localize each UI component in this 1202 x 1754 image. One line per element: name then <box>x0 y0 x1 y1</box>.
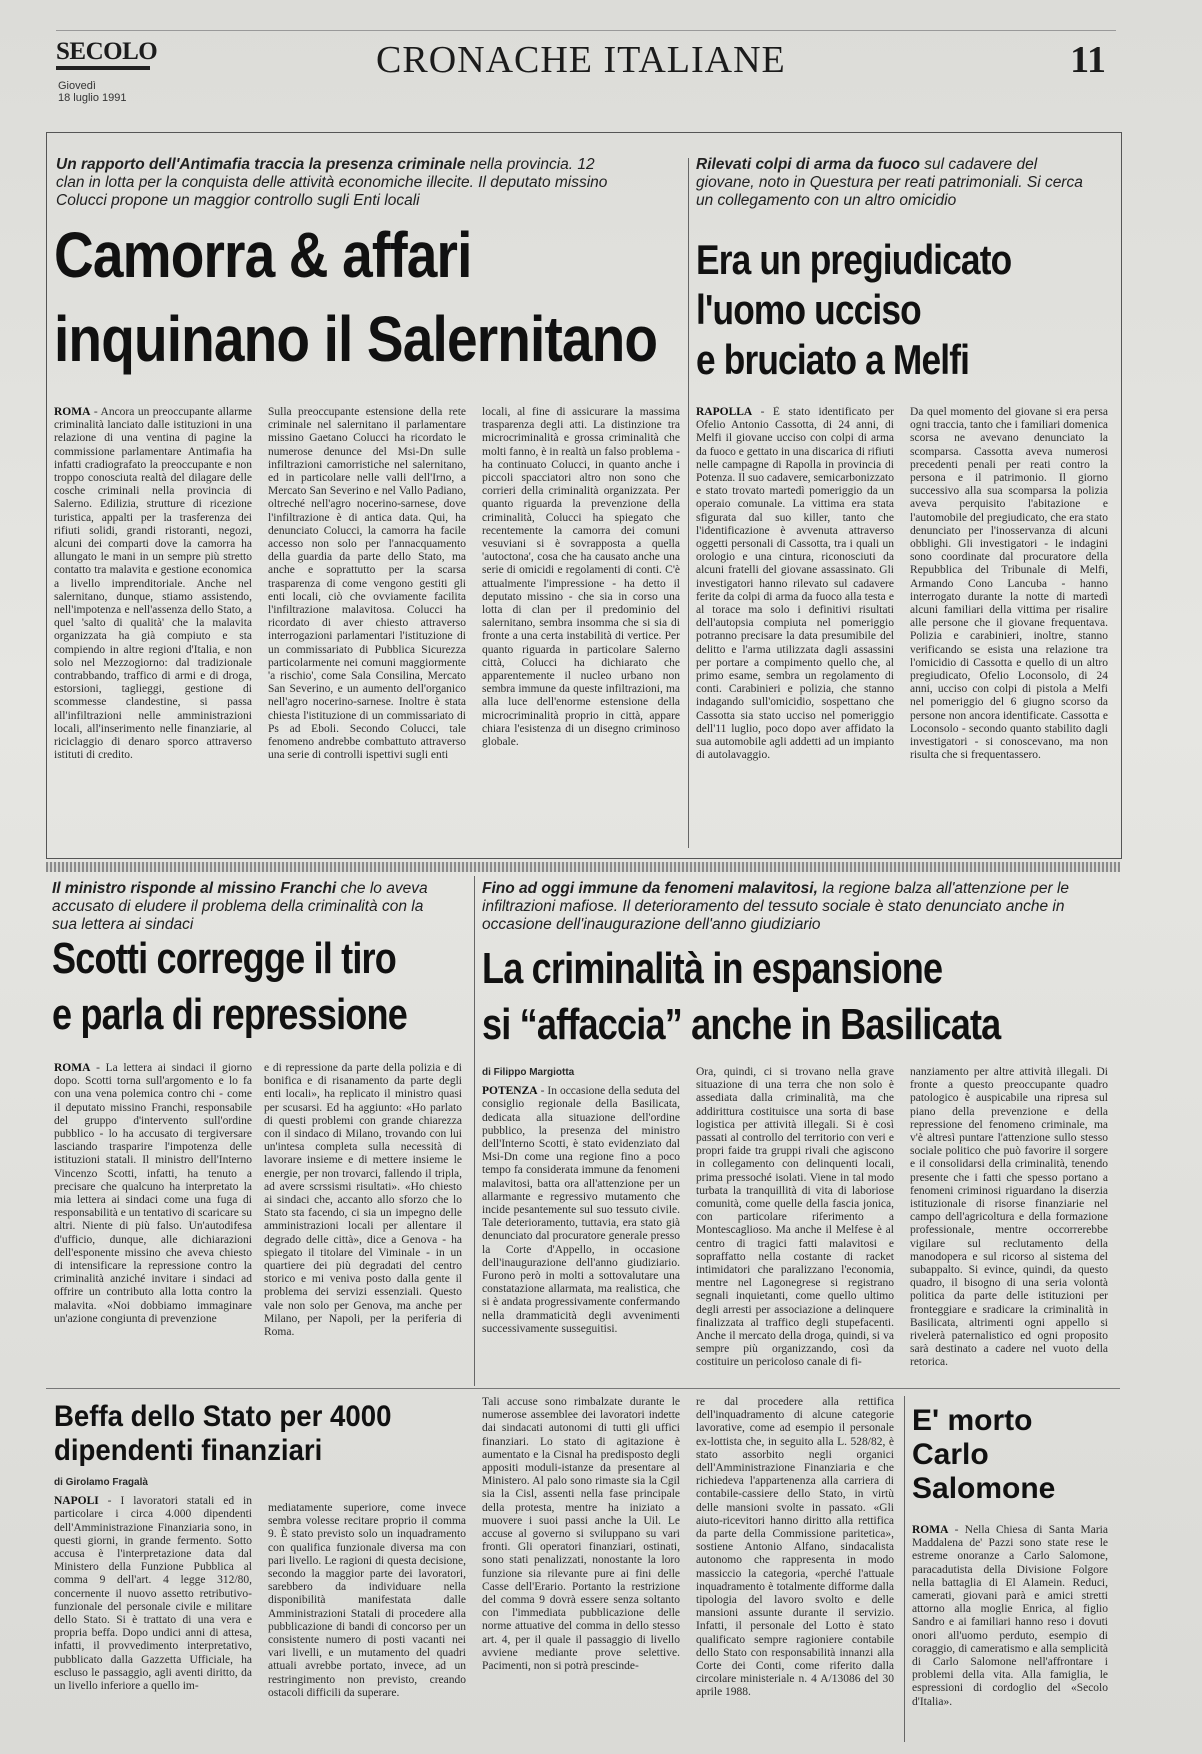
article-headline-line-1: Scotti corregge il tiro <box>52 934 397 983</box>
article-headline-line-2: Carlo <box>912 1438 989 1471</box>
dateline: ROMA <box>54 1062 91 1074</box>
body-column: Ora, quindi, ci si trovano nella grave situazione di una terra che non solo è assediata dalla criminalità, ma che addirittura costituisce una sorta di base logistica per attività illegali. Si è così passati al controllo del territorio con veri e propri faide tra gruppi rivali che agiscono in collegamento con delinquenti locali, prima pressoché isolati. Viene in tal modo turbata la tranquillità di vita di laboriose comunità, come quelle della fascia jonica, con particolare riferimento a Montescaglioso. Ma anche il Melfese è al centro di tragici fatti malavitosi e sopraffatto nella costante di racket intimidatori che paralizzano l'economia, mentre nel Lagonegrese si registrano segnali inquietanti, come quello ultimo degli arresti per associazione a delinquere finalizzata al traffico degli stupefacenti. Anche il mercato della droga, quindi, si va sempre più organizzando, così da costituire un pericoloso canale di fi- <box>696 1066 894 1369</box>
dateline: POTENZA <box>482 1085 538 1098</box>
body-column <box>54 1062 252 1380</box>
body-text: - È stato identificato per Ofelio Antonio Cassotta, di 24 anni, di Melfi il giovane ucciso con colpi di arma da fuoco e gettato in una discarica di rifiuti nelle campagne di Rapolla in provincia di Potenza. Il suo cadavere, semicarbonizzato e stato trovato martedì pomeriggio da un operaio comunale. La vittima era stata sfigurata dal suo killer, tanto che l'identificazione è avvenuta attraverso oggetti personali di Cassotta, tra i quali un orologio e una cintura, riconosciuti da alcuni fratelli del giovane assassinato. Gli investigatori hanno rilevato sul cadavere ferite da colpi di arma da fuoco alla testa e al torace ma solo i definitivi risultati dell'autopsia compiuta nel pomeriggio potranno precisare la data presumibile del delitto e l'arma utilizzata dagli assassini per portare a compimento quello che, al primo esame, sembra un regolamento di conti. Carabinieri e polizia, che stanno indagando sull'omicidio, sospettano che Cassotta sia stato ucciso nel pomeriggio dell'11 luglio, poco dopo aver affidato la sua automobile agli addetti ad un impianto di autolavaggio. <box>696 406 894 762</box>
body-column <box>54 406 252 846</box>
article-body <box>54 1396 894 1744</box>
article-headline-line-2: inquinano il Salernitano <box>54 303 658 375</box>
kicker-text: sul cadavere del giovane, noto in Questura per reati patrimoniali. Si cerca un collegamento con un altro omicidio <box>696 156 1083 209</box>
article-headline-line-1: Camorra & affari <box>54 219 472 291</box>
top-rule <box>56 30 1116 31</box>
kicker-text: la regione balza all'attenzione per le infiltrazioni mafiose. Il deterioramento del tessuto sociale è stato denunciato anche in occasione dell'inaugurazione dell'anno giudiziario <box>482 880 1070 933</box>
body-column: e di repressione da parte della polizia e di bonifica e di risanamento da parte degli enti locali», ha replicato il ministro quasi per scusarsi. Ed ha aggiunto: «Ho parlato di questi problemi con grande chiarezza con il sindaco di Milano, trovando con lui un'intesa completa sulla necessità di lavorare insieme e di mettere insieme le energie, per non trovarci, fallendo il tripla, ad avere scrssismi risultati». «Ho chiesto ai sindaci che, accanto allo sforzo che lo Stato sta facendo, ci sia un impegno delle amministrazioni locali per allentare il degrado delle città», dice a Genova - ha spiegato il titolare del Viminale - in un quartiere dei più degradati del centro storico e mi veniva posto dalla gente il problema dei servizi essenziali. Questo vale non solo per Genova, ma anche per Milano, per Napoli, per la periferia di Roma. <box>264 1062 462 1339</box>
kicker-bold: Fino ad oggi immune da fenomeni malavitosi, <box>482 880 818 897</box>
article-headline-line-2: e parla di repressione <box>52 990 407 1039</box>
section-title: CRONACHE ITALIANE <box>376 39 786 81</box>
section-divider-band <box>46 862 1120 872</box>
kicker-text: nella provincia. 12 clan in lotta per la conquista delle attività economiche illecite. Il deputato missino Colucci propone un maggior controllo sugli Enti locali <box>56 156 608 209</box>
dateline: ROMA <box>54 406 91 418</box>
article-body <box>696 406 1108 846</box>
body-column: mediatamente superiore, come invece sembra volesse recitare proprio il comma 9. È stato previsto solo un inquadramento con qualifica funzionale diversa ma con pari livello. Le ragioni di questa decisione, secondo la maggior parte dei lavoratori, sarebbero da individuare nella disponibilità manifestata dalle Amministrazioni Statali di procedere alla pubblicazione di bandi di concorso per un consistente numero di posti vacanti nei vari livelli, e un mutamento del quadri attuali avrebbe portato, invece, ad un restringimento non previsto, creando ostacoli difficili da superare. <box>268 1502 466 1699</box>
kicker-bold: Il ministro risponde al missino Franchi <box>52 880 337 897</box>
body-column: Sulla preoccupante estensione della rete criminale nel salernitano il parlamentare missino Gaetano Colucci ha ricordato le numerose denunce del Msi-Dn sulle infiltrazioni camorristiche nel salernitano, ed in particolare nelle valli dell'Irno, a Mercato San Severino e nel Vallo Padiano, oltreché nell'agro nocerino-sarnese, dove l'infiltrazione è di antica data. Qui, ha denunciato Colucci, la camorra ha facile accesso non solo per l'annacquamento della guardia da parte dello Stato, ma anche e soprattutto per la scarsa trasparenza di come vengono gestiti gli enti locali, ciò che ovviamente facilita l'infiltrazione malavitosa. Colucci ha ricordato di aver chiesto attraverso interrogazioni parlamentari l'istituzione di un commissariato di Pubblica Sicurezza particolarmente nei comuni maggiormente 'a rischio', come Sala Consilina, Mercato San Severino, e un aumento dell'organico nell'agro nocerino-sarnese. Inoltre è stata chiesta l'istituzione di un commissariato di Ps ad Eboli. Secondo Colucci, tale fenomeno andrebbe combattuto attraverso una serie di controlli ispettivi sugli enti <box>268 406 466 762</box>
body-column: Tali accuse sono rimbalzate durante le numerose assemblee dei lavoratori indette dai sindacati autonomi di tutti gli uffici finanziari. Lo stato di agitazione è aumentato e la Cisnal ha predisposto degli appositi moduli-istanze da presentare al Ministero. Al palo sono rimaste sia la Cgil sia la Cisl, assenti nella fase principale della protesta, mentre ha iniziato a muovere i suoi passi anche la Uil. Le accuse al governo si sviluppano su vari fronti. Gli operatori finanziari, ostinati, sono stati penalizzati, nonostante la loro funzione sia rilevante pure ai fini delle Casse dell'Erario. Portanto la restrizione del comma 9 dovrà essere senza soltanto con l'immediata pubblicazione delle norme attuative del comma in dello stesso art. 4, per il quale il passaggio di livello avviene mediante prove selettive. Pacimenti, non si potrà prescinde- <box>482 1396 680 1673</box>
byline: di Girolamo Fragalà <box>54 1477 148 1488</box>
issue-day: Giovedì <box>58 80 96 92</box>
body-column <box>482 1066 680 1380</box>
body-column <box>912 1524 1108 1744</box>
body-column <box>696 406 894 846</box>
kicker-bold: Un rapporto dell'Antimafia traccia la presenza criminale <box>56 156 466 173</box>
body-text: - Ancora un preoccupante allarme criminalità lanciato dalle istituzioni in una relazione di una ventina di pagine la commissione parlamentare Antimafia ha infatti cradiografato la preoccupante e non troppo conosciuta realtà del dilagare delle cosche criminali nella provincia di Salerno. Edilizia, strutture di ricezione turistica, appalti per la trasferenza dei rifiuti solidi, grandi ristoranti, negozi, alcuni dei comparti dove la camorra ha allungato le mani in un sempre più stretto contatto tra malavita e gestione economica a livello imprenditoriale. Anche nel salernitano, dunque, stiamo assistendo, nell'impotenza e nell'assenza dello Stato, a quel 'salto di qualità' che la malavita organizzata ha già compiuto e sta compiendo in altre regioni d'Italia, e non solo nel Mezzogiorno: dal tradizionale contrabbando, traffico di armi e di droga, estorsioni, taglieggi, gestione di scommesse clandestine, si passa all'infiltrazioni nelle amministrazioni locali, all'inserimento nelle finanziarie, al riciclaggio di denaro sporco attraverso istituti di credito. <box>54 406 252 762</box>
column-divider <box>688 158 689 848</box>
body-column: Da quel momento del giovane si era persa ogni traccia, tanto che i familiari domenica scorsa ne avevano denunciato la scomparsa. Cassotta aveva numerosi precedenti penali per reati contro la persona e il patrimonio. Il giorno successivo alla sua scomparsa la polizia aveva perquisito l'abitazione e l'automobile del pregiudicato, che era stato denunciato per l'inosservanza di alcuni obblighi. Gli investigatori - le indagini sono coordinate dal procuratore della Repubblica del Tribunale di Melfi, Armando Cono Lancuba - hanno interrogato durante la notte di martedì alcuni familiari della vittima per risalire alle persone che il giovane frequentava. Polizia e carabinieri, inoltre, stanno verificando se esista una relazione tra l'omicidio di Cassotta e quello di un altro pregiudicato, Ofelio Loconsolo, di 24 anni, ucciso con colpi di pistola a Melfi nel pomeriggio del 6 giugno scorso da persone non ancora identificate. Cassotta e Loconsolo - secondo quanto stabilito dagli investigatori - si conoscevano, ma non risulta che si frequentassero. <box>910 406 1108 762</box>
body-column: locali, al fine di assicurare la massima trasparenza degli atti. La distinzione tra microcriminalità e grossa criminalità che molti fanno, è in realtà un falso problema - ha continuato Colucci, in quanto anche i piccoli spacciatori altro non sono che corrieri della criminalità organizzata. Per quanto riguarda la prevenzione della criminalità, Colucci ha spiegato che recentemente la camorra dei comuni vesuviani si è sovrapposta a quella 'autoctona', cosa che ha causato anche una serie di omicidi e regolamenti di conti. C'è attualmente l'impressione - ha detto il deputato missino - che sia in corso una lotta di clan per il predominio del salernitano, sembra insomma che si sia di fronte a una certa instabilità di vertice. Per quanto riguarda in particolare Salerno città, Colucci ha dichiarato che apparentemente il nucleo urbano non sembra immune da queste infiltrazioni, ma alla luce dell'enorme estensione della microcriminalità proprio in città, appare chiara l'esistenza di un disegno criminoso globale. <box>482 406 680 749</box>
masthead <box>56 38 1116 108</box>
byline: di Filippo Margiotta <box>482 1067 575 1078</box>
article-body <box>482 1066 1108 1380</box>
article-kicker <box>696 156 1096 210</box>
article-headline-line-3: e bruciato a Melfi <box>696 336 970 383</box>
body-text: - I lavoratori statali ed in particolare i circa 4.000 dipendenti dell'Amministrazione Finanziaria sono, in questi giorni, in grande fermento. Sotto accusa è l'interpretazione data dal Ministero della Funzione Pubblica al comma 9 dell'art. 4 legge 312/80, concernente il nuovo assetto retributivo-funzionale del personale civile e militare dello Stato. Si è trattato di una vera e propria beffa. Dopo undici anni di attesa, infatti, il provvedimento interpretativo, pubblicato dalla Gazzetta Ufficiale, ha escluso le passaggio, agli aventi diritto, da un livello inferiore a quello im- <box>54 1495 252 1693</box>
issue-full-date: 18 luglio 1991 <box>58 92 127 104</box>
logo-underline <box>56 66 150 70</box>
dateline: ROMA <box>912 1524 949 1536</box>
article-headline-line-1: E' morto <box>912 1404 1033 1437</box>
article-kicker <box>52 880 432 934</box>
article-body <box>54 1062 462 1380</box>
body-column: re dal procedere alla rettifica dell'inquadramento di alcune categorie lavorative, come ad esempio il personale ex-lottista che, in seguito alla L. 528/82, è stato assorbito negli organici dell'Amministrazione Finanziaria e che richiedeva l'appartenenza alla carriera di contabile-cassiere dello Stato, in virtù delle mansioni svolte in passato. «Gli aiuto-ricevitori hanno diritto alla rettifica da parte della Commissione paritetica», sostiene Antonio Alfano, sindacalista autonomo che rappresenta in modo massiccio la categoria, «perché l'attuale inquadramento è totalmente difforme dalla tipologia del lavoro svolto e delle mansioni assunte durante il servizio. Infatti, il personale del Lotto è stato qualificato sempre ragioniere contabile dello Stato con responsabilità innanzi alla Corte dei Conti, come riferito dalla circolare ministeriale n. 4 A/13086 del 30 aprile 1988. <box>696 1396 894 1699</box>
body-text: - In occasione della seduta del consiglio regionale della Basilicata, dedicata alla situazione dell'ordine pubblico, la presenza del ministro dell'Interno Scotti, è stato evidenziato dal Msi-Dn come una regione fino a poco tempo fa considerata immune da fenomeni malavitosi, batta ora all'attenzione per un allarmante e regressivo mutamento che incide pesantemente sul suo tessuto civile. Tale deterioramento, tuttavia, era stato già denunciato dal procuratore generale presso la Corte d'Appello, in occasione dell'inaugurazione dell'anno giudiziario. Furono però in molti a sottovalutare una constatazione allarmata, ma realistica, che si è andata progressivamente confermando nella drammaticità degli avvenimenti successivamente susseguitisi. <box>482 1085 680 1335</box>
article-headline-line-3: Salomone <box>912 1472 1056 1505</box>
article-headline-line-1: La criminalità in espansione <box>482 944 943 993</box>
issue-date <box>58 80 127 104</box>
body-column: nanziamento per altre attività illegali. Di fronte a questo preoccupante quadro patologico è auspicabile una ripresa sul piano della prevenzione e della repressione del fenomeno criminale, ma v'è altresì puntare l'attenzione sullo stesso sociale politico che può favorire il sorgere e il consolidarsi della criminalità, tenendo presente che i fatti che spesso portano a fenomeni criminosi riguardano la diserzia istituzionale di risorse finanziarie nel campo dell'agricoltura e della formazione professionale, mentre occorrerebbe vigilare sul reclutamento della manodopera e sul ricorso al sistema del subappalto. Si evince, quindi, da questo quadro, il bisogno di una seria volontà politica da parte delle istituzioni per fronteggiare e sradicare la criminalità in Basilicata, altrimenti ogni appello si rivelerà paternalistico ed ogni proposito sarà destinato a cadere nel vuoto della retorica. <box>910 1066 1108 1369</box>
dateline: RAPOLLA <box>696 406 753 418</box>
page-number: 11 <box>1070 39 1106 81</box>
dateline: NAPOLI <box>54 1495 99 1508</box>
article-headline-line-1: Beffa dello Stato per 4000 <box>54 1400 392 1433</box>
article-kicker <box>56 156 626 210</box>
newspaper-logo: SECOLO <box>56 38 158 65</box>
body-text: - Nella Chiesa di Santa Maria Maddalena de' Pazzi sono state rese le estreme onoranze a Carlo Salomone, paracadutista della Divisione Folgore nella battaglia di El Alamein. Reduci, camerati, giovani parà e amici stretti attorno alla moglie Enrica, al figlio Sandro e ai familiari hanno reso i dovuti onori all'uomo perduto, esempio di coraggio, di cameratismo e alla semplicità di Carlo Salomone nell'affrontare i problemi della vita. Alla famiglia, le espressioni di cordoglio del «Secolo d'Italia». <box>912 1524 1108 1708</box>
article-body <box>54 406 680 846</box>
article-headline-line-2: si “affaccia” anche in Basilicata <box>482 1000 1001 1049</box>
kicker-text: che lo aveva accusato di eludere il problema della criminalità con la sua lettera ai sindaci <box>52 880 428 933</box>
body-column <box>54 1396 252 1744</box>
body-text: - La lettera ai sindaci il giorno dopo. Scotti torna sull'argomento e lo fa con una vena polemica contro chi - come il deputato missino Franchi, responsabile del gruppo d'intervento sull'ordine pubblico - lo ha accusato di tergiversare lasciando trasparire l'impotenza delle istituzioni statali. Il ministro dell'Interno Vincenzo Scotti, infatti, ha tenuto a precisare che qualcuno ha interpretato la mia lettera ai sindaci come una fuga di responsabilità e un tentativo di scaricare su altri. Niente di più falso. Un'autodifesa d'ufficio, dunque, alle dichiarazioni dell'esponente missino che aveva chiesto di intensificare la repressione contro la criminalità anziché invitare i sindaci ad offrire un contributo alla lotta contro la malavita. «Noi dobbiamo immaginare un'azione congiunta di prevenzione <box>54 1062 252 1325</box>
column-divider <box>904 1396 905 1742</box>
column-divider <box>474 876 475 1386</box>
article-headline-line-1: Era un pregiudicato <box>696 236 1012 283</box>
article-headline-line-2: l'uomo ucciso <box>696 286 921 333</box>
kicker-bold: Rilevati colpi di arma da fuoco <box>696 156 920 173</box>
article-kicker <box>482 880 1102 934</box>
article-headline-line-2: dipendenti finanziari <box>54 1434 323 1467</box>
row-divider <box>46 1388 1120 1389</box>
